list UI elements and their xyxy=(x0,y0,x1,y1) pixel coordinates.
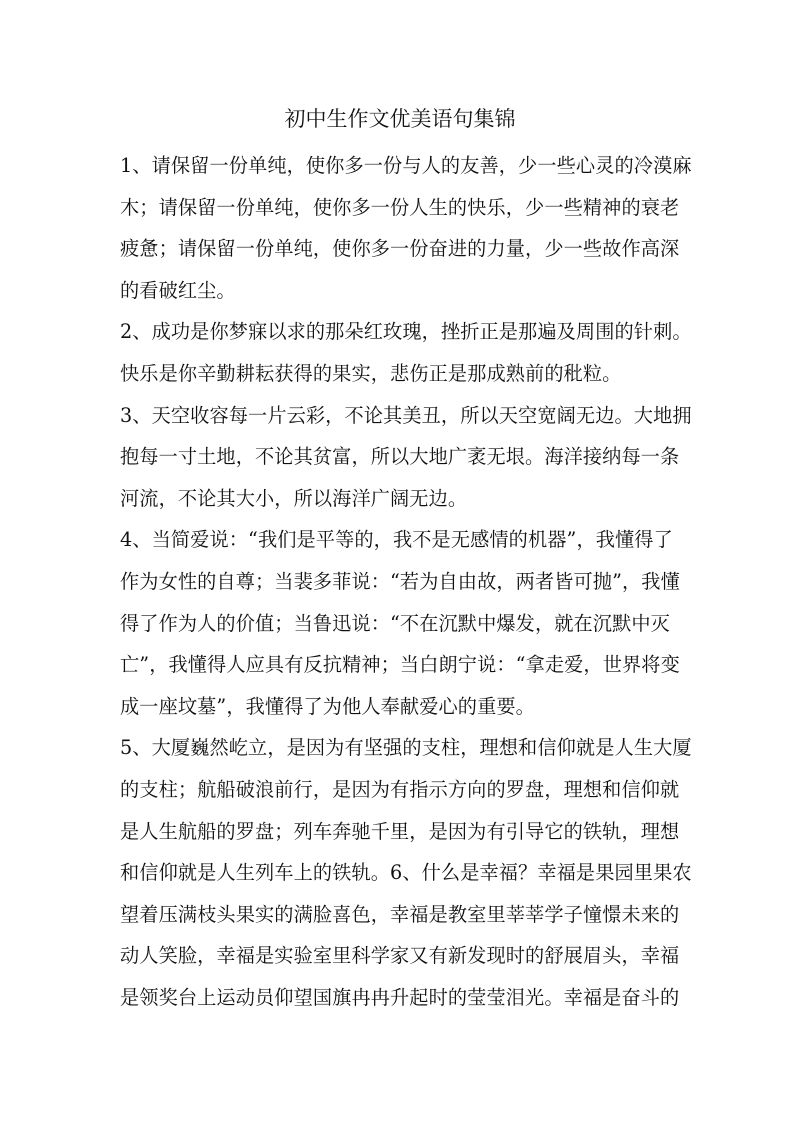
text-line: 是人生航船的罗盘；列车奔驰千里，是因为有引导它的铁轨，理想 xyxy=(120,819,680,843)
text-line: 亡”，我懂得人应具有反抗精神；当白朗宁说：“拿走爱，世界将变 xyxy=(120,653,680,677)
text-line: 4、当简爱说：“我们是平等的，我不是无感情的机器”，我懂得了 xyxy=(120,528,673,552)
document-title: 初中生作文优美语句集锦 xyxy=(284,107,516,131)
text-line: 河流，不论其大小，所以海洋广阔无边。 xyxy=(120,486,468,510)
text-line: 成一座坟墓”，我懂得了为他人奉献爱心的重要。 xyxy=(120,694,535,718)
text-line: 抱每一寸土地，不论其贫富，所以大地广袤无垠。海洋接纳每一条 xyxy=(120,445,680,469)
text-line: 5、大厦巍然屹立，是因为有坚强的支柱，理想和信仰就是人生大厦 xyxy=(120,736,692,760)
text-line: 1、请保留一份单纯，使你多一份与人的友善，少一些心灵的冷漠麻 xyxy=(120,154,692,177)
text-line: 的支柱；航船破浪前行，是因为有指示方向的罗盘，理想和信仰就 xyxy=(120,777,680,801)
text-line: 动人笑脸，幸福是实验室里科学家又有新发现时的舒展眉头，幸福 xyxy=(120,944,680,968)
document-body xyxy=(120,145,690,1018)
text-line: 的看破红尘。 xyxy=(120,278,236,302)
text-line: 快乐是你辛勤耕耘获得的果实，悲伤正是那成熟前的秕粒。 xyxy=(120,361,622,385)
text-line: 和信仰就是人生列车上的铁轨。6、什么是幸福？幸福是果园里果农 xyxy=(120,861,692,885)
text-line: 是领奖台上运动员仰望国旗冉冉升起时的莹莹泪光。幸福是奋斗的 xyxy=(120,985,680,1009)
text-line: 望着压满枝头果实的满脸喜色，幸福是教室里莘莘学子憧憬未来的 xyxy=(120,902,680,926)
text-line: 疲惫；请保留一份单纯，使你多一份奋进的力量，少一些故作高深 xyxy=(120,237,680,261)
text-line: 得了作为人的价值；当鲁迅说：“不在沉默中爆发，就在沉默中灭 xyxy=(120,611,670,635)
text-line: 2、成功是你梦寐以求的那朵红玫瑰，挫折正是那遍及周围的针刺。 xyxy=(120,320,692,344)
text-line: 木；请保留一份单纯，使你多一份人生的快乐，少一些精神的衰老 xyxy=(120,195,680,219)
text-line: 3、天空收容每一片云彩，不论其美丑，所以天空宽阔无边。大地拥 xyxy=(120,403,692,427)
text-line: 作为女性的自尊；当裴多菲说：“若为自由故，两者皆可抛”，我懂 xyxy=(120,569,680,593)
